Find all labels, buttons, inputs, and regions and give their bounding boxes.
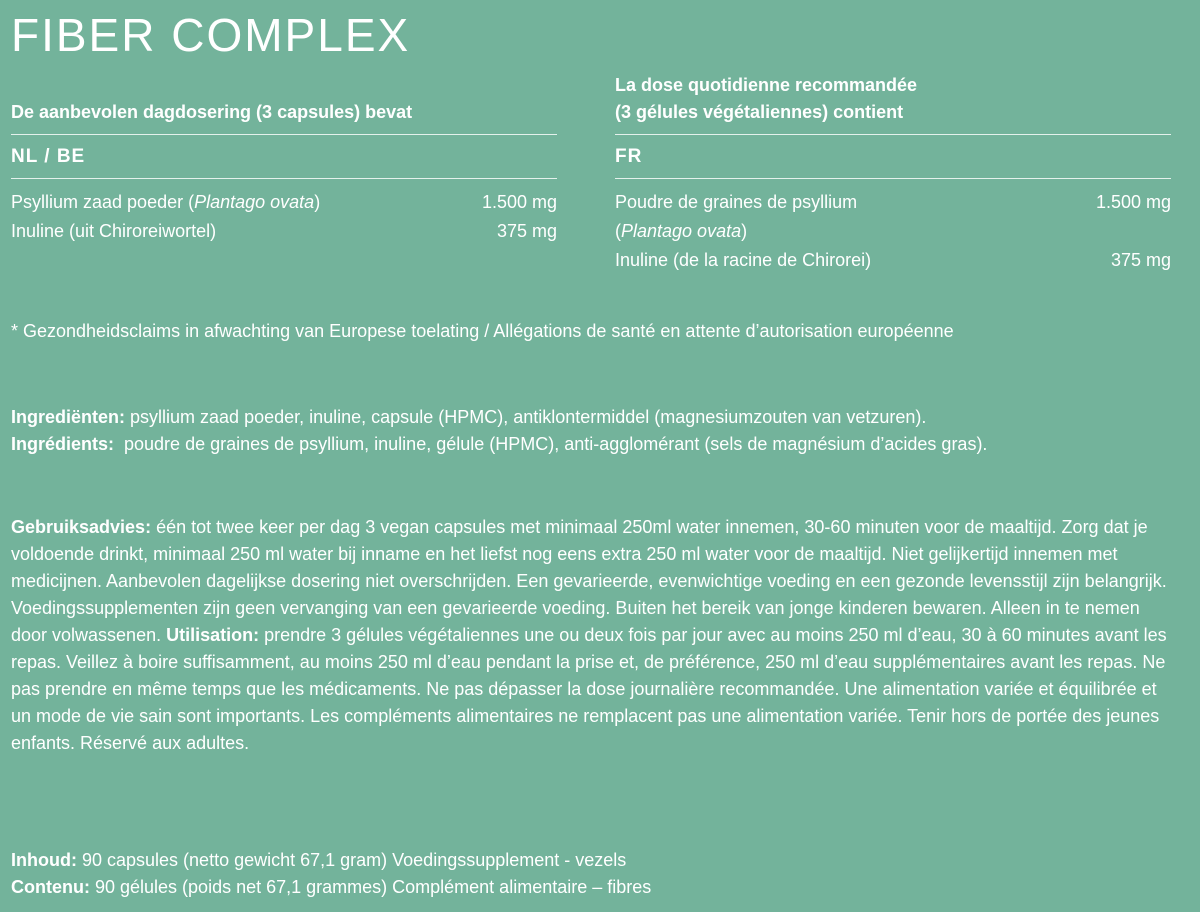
usage-section [11, 514, 1171, 757]
fr-ingredient-amount: 375 mg [1110, 250, 1171, 270]
fr-divider-top [615, 134, 1171, 135]
fr-ingredient-row [615, 188, 1171, 246]
nl-ingredient-row [11, 188, 557, 217]
usage-nl-text: één tot twee keer per dag 3 vegan capsules met minimaal 250ml water innemen, 30-60 minuten voor de maaltijd. Zorg dat je voldoende drinkt, minimaal 250 ml water bij inname en het liefst nog eens extra 250 ml water voor de maaltijd. Niet gelijkertijd innemen met medicijnen. Aanbevolen dagelijkse dosering niet overschrijden. Een gevarieerde, evenwichtige voeding en een gezonde levensstijl zijn belangrijk. Voedingssupplementen zijn geen vervanging van een gevarieerde voeding. Buiten het bereik van jonge kinderen bewaren. Alleen in te nemen door volwassenen. [11, 517, 1167, 645]
contents-nl-text: 90 capsules (netto gewicht 67,1 gram) Voedingssupplement - vezels [76, 850, 627, 870]
contents-fr-text: 90 gélules (poids net 67,1 grammes) Complément alimentaire – fibres [89, 877, 652, 897]
contents-fr-label: Contenu: [11, 877, 90, 897]
usage-nl-label: Gebruiksadvies: [11, 517, 152, 537]
health-claims-note: * Gezondheidsclaims in afwachting van Europese toelating / Allégations de santé en attente d’autorisation européenne [11, 321, 954, 341]
nl-divider-top [11, 134, 557, 135]
fr-ingredient-list [615, 188, 1171, 275]
fr-divider-bottom [615, 178, 1171, 179]
nl-ingredient-name: Psyllium zaad poeder (Plantago ovata) [11, 192, 321, 212]
ingredients-nl [11, 404, 1171, 431]
nl-dose-heading: De aanbevolen dagdosering (3 capsules) bevat [11, 102, 413, 122]
fr-ingredient-amount: 1.500 mg [1095, 192, 1171, 212]
ingredients-fr [11, 431, 1171, 458]
nl-divider-bottom [11, 178, 557, 179]
ingredients-nl-text: psyllium zaad poeder, inuline, capsule (HPMC), antiklontermiddel (magnesiumzouten van vetzuren). [125, 407, 927, 427]
nl-latin-name: Plantago ovata [194, 192, 315, 212]
nl-ingredient-row [11, 217, 557, 246]
contents-nl-label: Inhoud: [11, 850, 77, 870]
fr-dose-heading [615, 72, 917, 126]
fr-dose-heading-line: (3 gélules végétaliennes) contient [615, 102, 904, 122]
contents-section [11, 847, 1171, 901]
fr-ingredient-name: Poudre de graines de psyllium (Plantago ovata) [615, 192, 858, 241]
product-title: FIBER COMPLEX [11, 9, 411, 61]
ingredients-fr-label: Ingrédients: [11, 434, 115, 454]
fr-latin-name: Plantago ovata [621, 221, 742, 241]
usage-fr-label: Utilisation: [166, 625, 260, 645]
nl-language-label: NL / BE [11, 146, 86, 167]
label-page [11, 0, 1171, 912]
usage-fr-text: prendre 3 gélules végétaliennes une ou deux fois par jour avec au moins 250 ml d’eau, 30 à 60 minutes avant les repas. Veillez à boire suffisamment, au moins 250 ml d’eau pendant la prise et, de préférence, 250 ml d’eau supplémentaires avant les repas. Ne pas prendre en même temps que les médicaments. Ne pas dépasser la dose journalière recommandée. Une alimentation variée et équilibrée et un mode de vie sain sont importants. Les compléments alimentaires ne remplacent pas une alimentation variée. Tenir hors de portée des jeunes enfants. Réservé aux adultes. [11, 625, 1167, 753]
fr-language-label: FR [615, 146, 643, 167]
nl-ingredient-amount: 1.500 mg [481, 192, 557, 212]
nl-ingredient-list [11, 188, 557, 246]
nl-ingredient-amount: 375 mg [496, 221, 557, 241]
ingredients-fr-text: poudre de graines de psyllium, inuline, gélule (HPMC), anti-agglomérant (sels de magnésium d’acides gras). [114, 434, 988, 454]
contents-nl [11, 847, 1171, 874]
fr-ingredient-name: Inuline (de la racine de Chirorei) [615, 250, 872, 270]
fr-ingredient-row [615, 246, 1171, 275]
nl-ingredient-name: Inuline (uit Chiroreiwortel) [11, 221, 217, 241]
ingredients-section [11, 404, 1171, 458]
contents-fr [11, 874, 1171, 901]
ingredients-nl-label: Ingrediënten: [11, 407, 126, 427]
fr-dose-heading-line: La dose quotidienne recommandée [615, 75, 918, 95]
